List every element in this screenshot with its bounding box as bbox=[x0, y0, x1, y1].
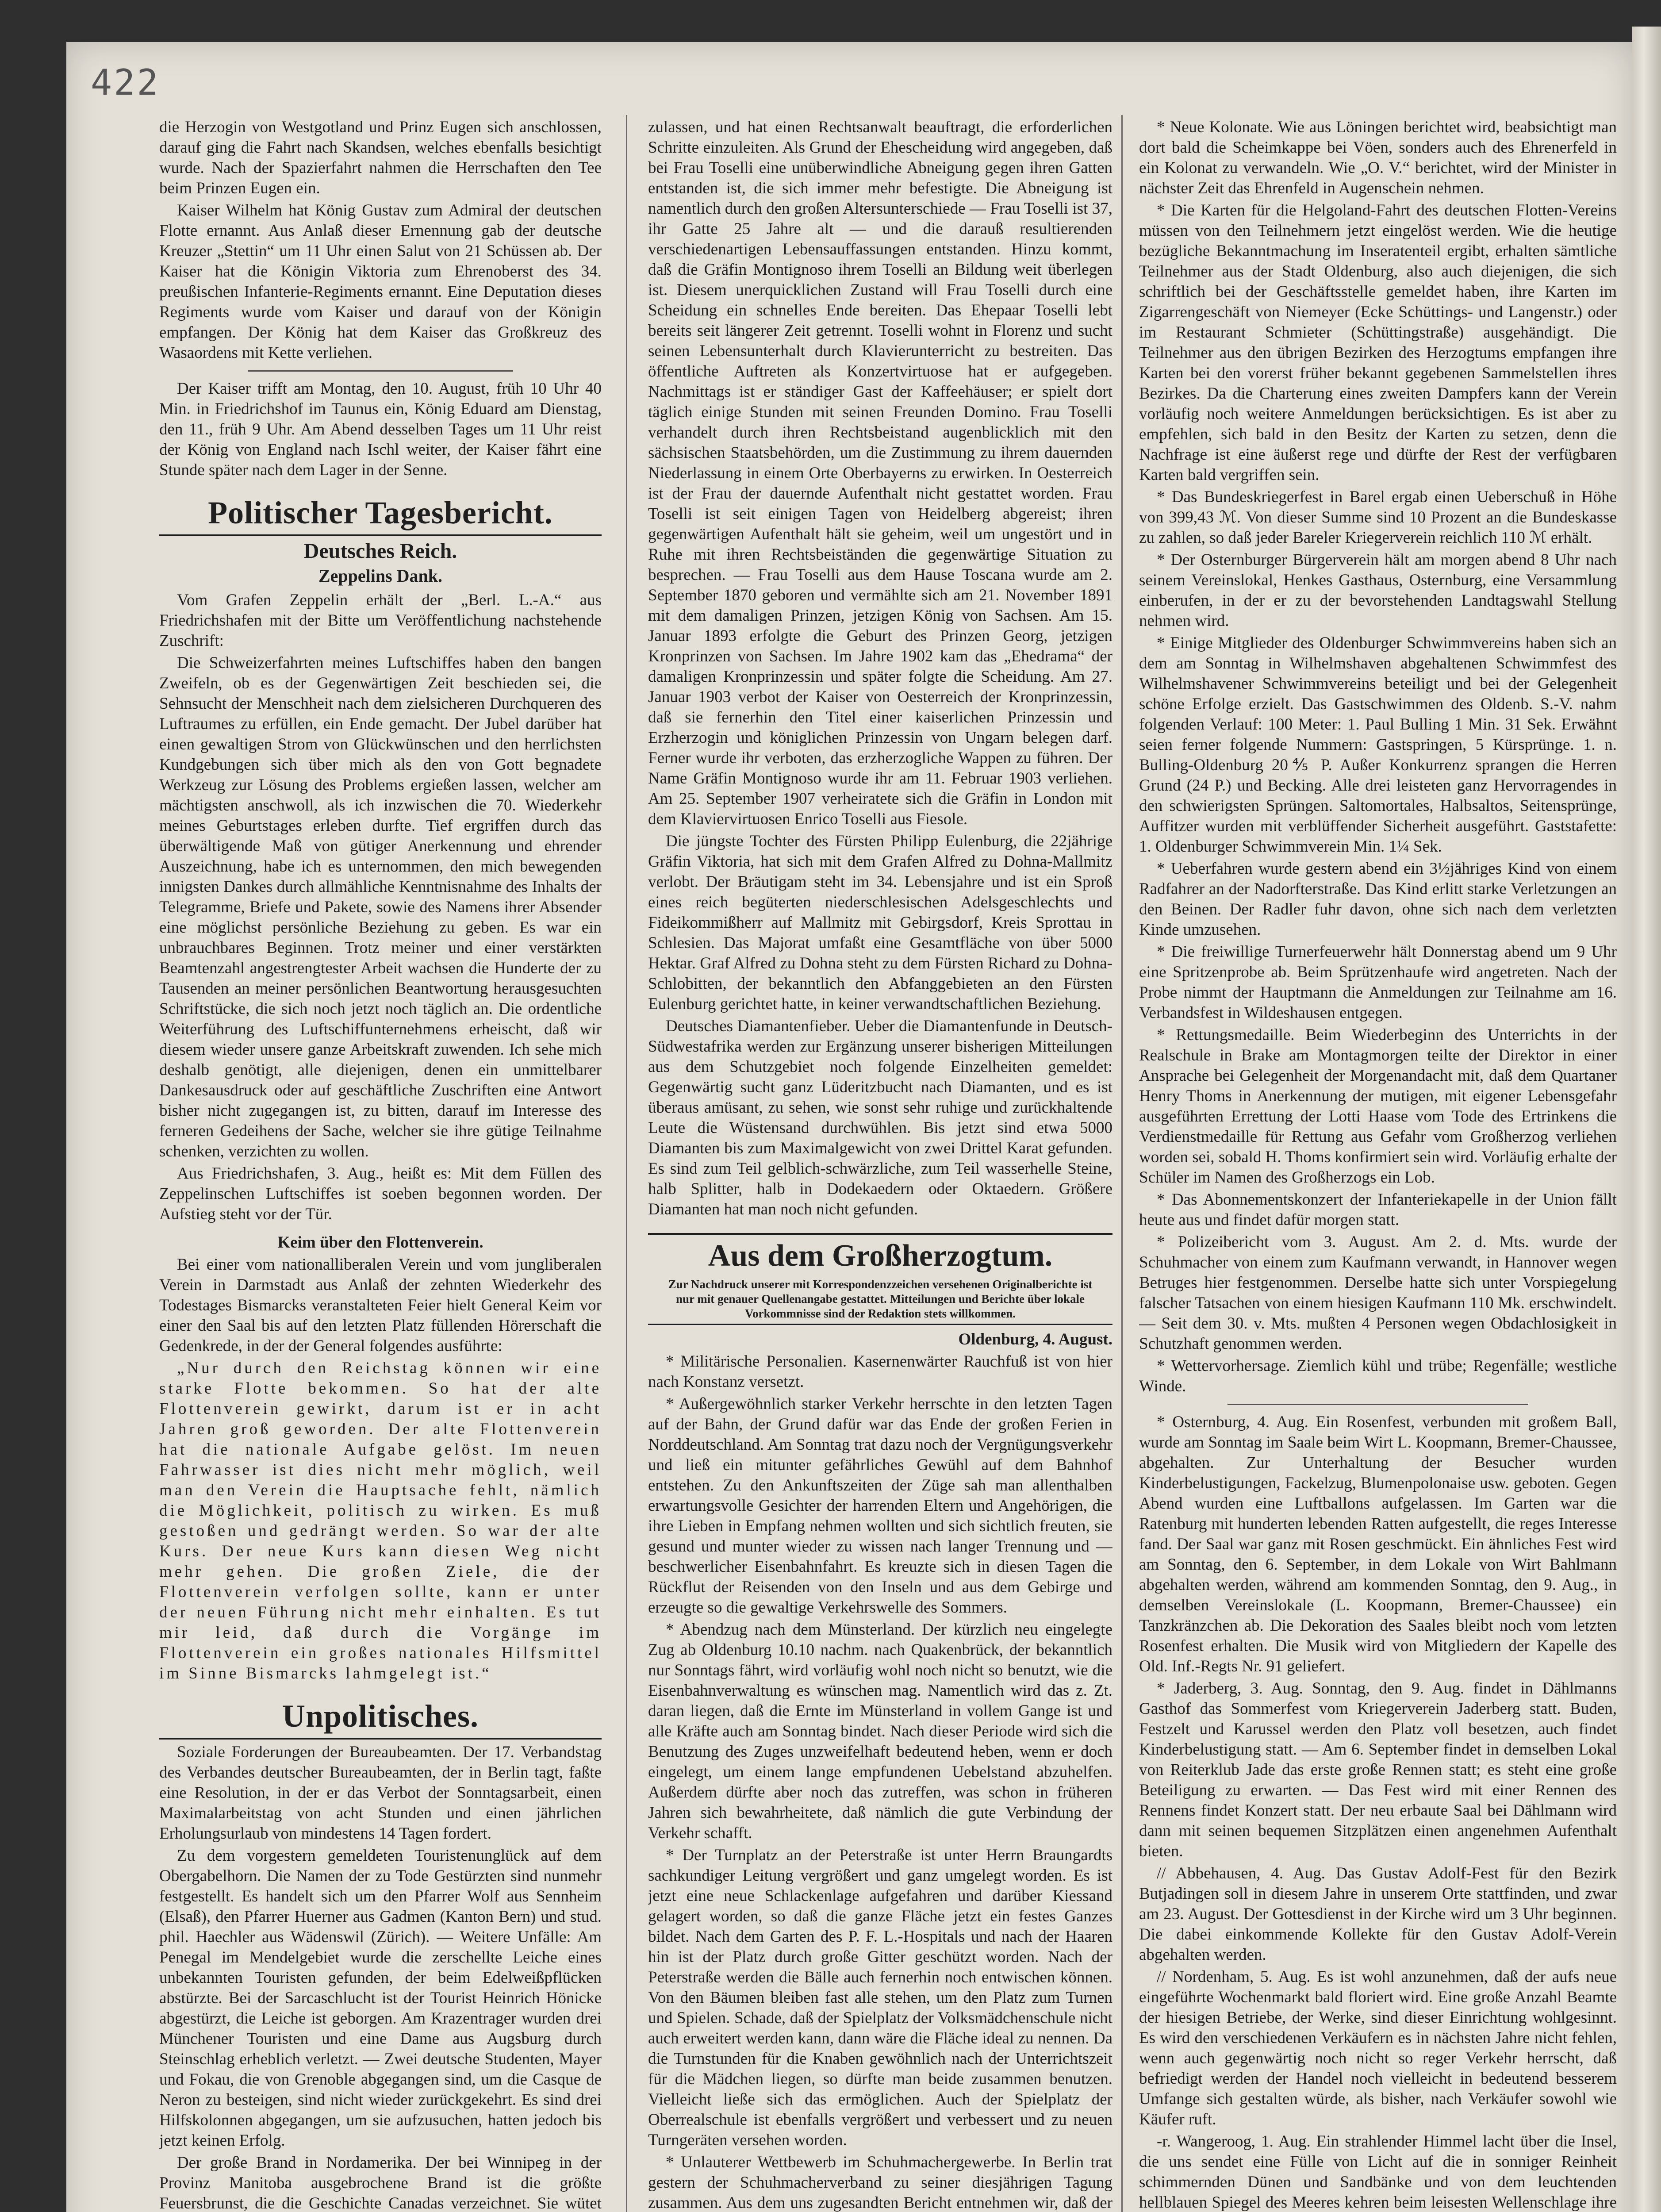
column-2 bbox=[648, 117, 1112, 2212]
dateline: Oldenburg, 4. August. bbox=[958, 1330, 1112, 1348]
column-rule-1 bbox=[626, 115, 627, 2212]
article-paragraph: * Wettervorhersage. Ziemlich kühl und trübe; Regenfälle; westliche Winde. bbox=[1139, 1357, 1617, 1395]
section-title-unpolitisches: Unpolitisches. bbox=[159, 1697, 602, 1740]
article-paragraph: * Rettungsmedaille. Beim Wiederbeginn des Unterrichts in der Realschule in Brake am Montagmorgen teilte der Direktor in einer Ansprache bei Gelegenheit der Morgenandacht mit, daß dem Quartaner Henry Thoms in Anerkennung der mutigen, mit eigener Lebensgefahr ausgeführten Errettung der Lotti Haase vom Tode des Ertrinkens die Verdienstmedaille für Rettung aus Gefahr vom Großherzog verliehen worden sei, sobald H. Thoms konfirmiert sein wird. Vorläufig erhalte der Schüler im Namen des Großherzogs ein Lob. bbox=[1139, 1026, 1617, 1187]
article-paragraph: * Das Abonnementskonzert der Infanteriekapelle in der Union fällt heute aus und findet dafür morgen statt. bbox=[1139, 1190, 1617, 1229]
next-page-edge bbox=[1632, 27, 1661, 2212]
article-paragraph: zulassen, und hat einen Rechtsanwalt beauftragt, die erforderlichen Schritte einzuleiten. Als Grund der Ehescheidung wird angegeben, daß bei Frau Toselli eine unüberwindliche Abneigung gegen ihren Gatten entstanden ist, die sich immer mehr befestigte. Die Abneigung ist namentlich durch den großen Altersunterschiede — Frau Toselli ist 37, ihr Gatte 25 Jahre alt — und die darauß resultierenden verschiedenartigen Lebensauffassungen entstanden. Hinzu kommt, daß die Gräfin Montignoso ihrem Toselli an Bildung weit überlegen ist. Diesem unerquicklichen Zustand will Frau Toselli durch eine Scheidung ein schnelles Ende bereiten. Das Ehepaar Toselli lebt bereits seit längerer Zeit getrennt. Toselli wohnt in Florenz und sucht seinen Lebensunterhalt durch Klavierunterricht zu bestreiten. Das öffentliche Auftreten als Konzertvirtuose hat er aufgegeben. Nachmittags ist er ständiger Gast der Kaffeehäuser; er spielt dort täglich einige Stunden mit seinen Freunden Domino. Frau Toselli verhandelt durch ihren Rechtsbeistand augenblicklich mit den sächsischen Staatsbehörden, um die Zustimmung zu ihrem dauernden Niederlassung in einem Orte Oberbayerns zu erwirken. In Oesterreich ist der Frau der dauernde Aufenthalt nicht gestattet worden. Frau Toselli ist seit einigen Tagen von Heidelberg abgereist; ihren gegenwärtigen Aufenthalt hält sie geheim, weil um ungestört und in Ruhe mit ihren Rechtsbeiständen die gegenwärtige Situation zu besprechen. — Frau Toselli aus dem Hause Toscana wurde am 2. September 1870 geboren und vermählte sich am 21. November 1891 mit dem damaligen Prinzen, jetzigen König von Sachsen. Am 15. Januar 1893 erfolgte die Geburt des Prinzen Georg, jetzigen Kronprinzen von Sachsen. Im Jahre 1902 kam das „Ehedrama“ der damaligen Kronprinzessin und später folgte die Scheidung. Am 27. Januar 1903 verbot der Kaiser von Oesterreich der Kronprinzessin, daß sie fernerhin den Titel einer kaiserlichen Prinzessin und Erzherzogin und königlichen Prinzessin von Ungarn belegen darf. Ferner wurde ihr verboten, das erzherzogliche Wappen zu führen. Der Name Gräfin Montignoso wurde ihr am 11. Februar 1903 verliehen. Am 25. September 1907 verheiratete sich die Gräfin in London mit dem Klaviervirtuosen Enrico Toselli aus Fiesole. bbox=[648, 118, 1112, 828]
reprint-notice: Zur Nachdruck unserer mit Korrespondenzzeichen versehenen Originalberichte ist nur mit genauer Quellenangabe gestattet. Mitteilungen und Berichte über lokale Vorkommnisse sind der Redaktion stets willkommen. bbox=[668, 1278, 1093, 1320]
article-paragraph: * Einige Mitglieder des Oldenburger Schwimmvereins haben sich an dem am Sonntag in Wilhelmshaven abgehaltenen Schwimmfest des Wilhelmshavener Schwimmvereins beteiligt und bei der Gelegenheit schöne Erfolge erzielt. Das Gastschwimmen des Oldenb. S.-V. nahm folgenden Verlauf: 100 Meter: 1. Paul Bulling 1 Min. 31 Sek. Erwähnt seien ferner folgende Nummern: Gastspringen, 5 Kürsprünge. 1. n. Bulling-Oldenburg 20⅘ P. Außer Konkurrenz sprangen die Herren Grund (24 P.) und Becking. Alle drei leisteten ganz Hervorragendes in den schwierigsten Sprüngen. Saltomortales, Halbsaltos, Seitensprünge, Auffitzer wurden mit verblüffender Sicherheit ausgeführt. Gaststafette: 1. Oldenburger Schwimmverein Min. 1¼ Sek. bbox=[1139, 634, 1617, 856]
page-number: 422 bbox=[91, 62, 160, 103]
article-paragraph: Zu dem vorgestern gemeldeten Touristenunglück auf dem Obergabelhorn. Die Namen der zu Tode Gestürzten sind nunmehr festgestellt. Es handelt sich um den Pfarrer Wolf aus Sennheim (Elsaß), den Pfarrer Huerner aus Gadmen (Kanton Bern) und stud. phil. Haechler aus Wädenswil (Zürich). — Weitere Unfälle: Am Penegal im Mendelgebiet wurde die zerschellte Leiche eines unbekannten Touristen gefunden, der beim Edelweißpflücken abstürzte. Bei der Sarcaschlucht ist der Tourist Heinrich Hönicke abgestürzt, die Leiche ist geborgen. Am Krazentrager wurden drei Münchener Touristen und eine Dame aus Augsburg durch Steinschlag erheblich verletzt. — Zwei deutsche Studenten, Mayer und Fokau, die von Grenoble abgegangen sind, um die Casque de Neron zu besteigen, sind nicht wieder zurückgekehrt. Es sind drei Hilfskolonnen abgegangen, um sie aufzusuchen, hatten jedoch bis jetzt keinen Erfolg. bbox=[159, 1847, 602, 2150]
article-paragraph: * Die Karten für die Helgoland-Fahrt des deutschen Flotten-Vereins müssen von den Teilnehmern jetzt eingelöst werden. Wie die heutige bezügliche Bekanntmachung im Inseratenteil ergibt, erhalten sämtliche Teilnehmer aus der Stadt Oldenburg, also auch diejenigen, die sich schriftlich bei der Geschäftsstelle gemeldet haben, ihre Karten im Zigarrengeschäft von Niemeyer (Ecke Schüttings- und Langenstr.) oder im Restaurant Schmieter (Schüttingstraße) ausgehändigt. Die Teilnehmer aus den übrigen Bezirken des Herzogtums empfangen ihre Karten bei den vorerst früher bekannt gegebenen Sammelstellen ihres Bezirkes. Da die Charterung eines zweiten Dampfers kann der Verein vorläufig noch weitere Anmeldungen berücksichtigen. Es ist aber zu empfehlen, sich bald in den Besitz der Karten zu setzen, denn die Nachfrage ist eine äußerst rege und dürfte der Rest der verfügbaren Karten bald vergriffen sein. bbox=[1139, 201, 1617, 484]
article-title-keim: Keim über den Flottenverein. bbox=[277, 1233, 483, 1252]
article-paragraph: * Das Bundeskriegerfest in Barel ergab einen Ueberschuß in Höhe von 399,43 ℳ. Von dieser Summe sind 10 Prozent an die Bundeskasse zu zahlen, so daß jeder Bareler Kriegerverein reichlich 110 ℳ erhält. bbox=[1139, 488, 1617, 547]
article-paragraph: * Neue Kolonate. Wie aus Löningen berichtet wird, beabsichtigt man dort bald die Scheimkappe bei Vöen, sonders auch des Ehrenerfeld in ein Kolonat zu verwandeln. Wie „O. V.“ berichtet, wird der Minister in nächster Zeit das Ehrenfeld in Augenschein nehmen. bbox=[1139, 118, 1617, 197]
article-paragraph: Deutsches Diamantenfieber. Ueber die Diamantenfunde in Deutsch-Südwestafrika werden zur Ergänzung unserer bisherigen Mitteilungen aus dem Schutzgebiet noch folgende Einzelheiten gemeldet: Gegenwärtig sucht ganz Lüderitzbucht nach Diamanten, und es ist überaus amüsant, zu sehen, wie sonst sehr ruhige und zurückhaltende Leute die Wüstensand durchwühlen. Bis jetzt sind etwa 5000 Diamanten bis zum Maximalgewicht von zwei Drittel Karat gefunden. Es sind zum Teil gelblich-schwärzliche, zum Teil wasserhelle Steine, halb Splitter, halb in Dodekaedern oder Oktaedern. Größere Diamanten hat man noch nicht gefunden. bbox=[648, 1017, 1112, 1218]
article-quote: „Nur durch den Reichstag können wir eine starke Flotte bekommen. So hat der alte Flottenverein gewirkt, darum ist er in acht Jahren groß geworden. Der alte Flottenverein hat die nationale Aufgabe gelöst. Im neuen Fahrwasser ist dies nicht mehr möglich, weil man den Verein die Hauptsache fehlt, nämlich die Möglichkeit, politisch zu wirken. Es muß gestoßen und gedrängt werden. So war der alte Kurs. Der neue Kurs kann diesen Weg nicht mehr gehen. Die großen Ziele, die der Flottenverein verfolgen sollte, kann er unter der neuen Führung nicht mehr einhalten. Es tut mir leid, daß durch die Vorgänge im Flottenverein ein großes nationales Hilfsmittel im Sinne Bismarcks lahmgelegt ist.“ bbox=[159, 1359, 602, 1682]
section-title-aus-dem-grossherzogtum: Aus dem Großherzogtum. bbox=[708, 1239, 1053, 1273]
article-paragraph: // Nordenham, 5. Aug. Es ist wohl anzunehmen, daß der aufs neue eingeführte Wochenmarkt bald floriert wird. Eine große Anzahl Beamte der hiesigen Betriebe, der Werke, sind dieser Einrichtung wohlgesinnt. Es wird den verschiedenen Verkäufern es in nächsten Jahre nicht fehlen, wenn auch gegenwärtig noch nicht so reger Verkehr herrscht, daß befriedigt werden der Handel noch vielleicht in bedeutend besserem Umfange sich gestalten würde, als bisher, nach Verkäufer sowohl wie Käufer ruft. bbox=[1139, 1968, 1617, 2128]
article-paragraph: * Militärische Personalien. Kasernenwärter Rauchfuß ist von hier nach Konstanz versetzt. bbox=[648, 1352, 1112, 1391]
article-paragraph: * Polizeibericht vom 3. August. Am 2. d. Mts. wurde der Schuhmacher von einem zum Kaufmann verwandt, in Hannover wegen Betruges hier festgenommen. Derselbe hatte sich unter Vorspiegelung falscher Tatsachen von einem hiesigen Kaufmann 110 Mk. erschwindelt. — Seit dem 30. v. Mts. mußten 4 Personen wegen Obdachlosigkeit in Schutzhaft genommen werden. bbox=[1139, 1233, 1617, 1353]
article-paragraph: Kaiser Wilhelm hat König Gustav zum Admiral der deutschen Flotte ernannt. Aus Anlaß dieser Ernennung gab der deutsche Kreuzer „Stettin“ um 11 Uhr einen Salut von 21 Schüssen ab. Der Kaiser hat die Königin Viktoria zum Ehrenoberst des 34. preußischen Infanterie-Regiments ernannt. Eine Deputation dieses Regiments wurde vom Kaiser und darauf von der Königin empfangen. Der König hat dem Kaiser das Großkreuz des Wasaordens mit Kette verliehen. bbox=[159, 201, 602, 362]
article-paragraph: * Der Turnplatz an der Peterstraße ist unter Herrn Braungardts sachkundiger Leitung vergrößert und ganz umgelegt worden. Es ist jetzt eine neue Schlackenlage aufgefahren und darüber Kiessand gelagert worden, so daß die ganze Fläche jetzt ein festes Ganzes bildet. Nach dem Garten des P. F. L.-Hospitals und nach der Haaren hin ist der Platz durch große Gitter geschützt worden. Nach der Peterstraße werden die Bälle auch fernerhin noch entwischen können. Von den Bäumen bleiben fast alle stehen, um den Platz zum Turnen und Spielen. Schade, daß der Spielplatz der Volksmädchenschule nicht auch erweitert werden kann, dann wäre die Fläche ideal zu nennen. Da die Turnstunden für die Knaben gewöhnlich nach der Unterrichtszeit für die Mädchen liegen, so dürfte man beide zusammen benutzen. Vielleicht ließe sich das ermöglichen. Auch der Spielplatz der Oberrealschule ist ebenfalls vergrößert und verbessert und zu neuen Turngeräten versehen worden. bbox=[648, 1846, 1112, 2149]
article-paragraph: -r. Wangeroog, 1. Aug. Ein strahlender Himmel lacht über die Insel, die uns sendet eine Fülle von Licht auf die in sonniger Reinheit schimmernden Dünen und Sandbänke und von dem leuchtenden hellblauen Spiegel des Meeres kehren beim leisesten Wellenschlage ihre bbox=[1139, 2132, 1617, 2212]
subsection-title-deutsches-reich: Deutsches Reich. bbox=[303, 539, 457, 563]
article-paragraph: // Abbehausen, 4. Aug. Das Gustav Adolf-Fest für den Bezirk Butjadingen soll in diesem Jahre in unserem Orte stattfinden, und zwar am 23. August. Der Gottesdienst in der Kirche wird um 3 Uhr beginnen. Die dabei einkommende Kollekte für den Gustav Adolf-Verein abgehalten werden. bbox=[1139, 1864, 1617, 1964]
article-paragraph: * Ueberfahren wurde gestern abend ein 3½jähriges Kind von einem Radfahrer an der Nadorfterstraße. Das Kind erlitt starke Verletzungen an den Beinen. Der Radler fuhr davon, ohne sich nach dem verletzten Kinde umzusehen. bbox=[1139, 860, 1617, 939]
section-title-politischer-tagesbericht: Politischer Tagesbericht. bbox=[159, 494, 602, 536]
article-paragraph: * Außergewöhnlich starker Verkehr herrschte in den letzten Tagen auf der Bahn, der Grund dafür war das Ende der großen Ferien in Norddeutschland. Am Sonntag trat dazu noch der Vergnügungsverkehr und ließ ein mitunter gefährliches Gewühl auf dem Bahnhof entstehen. Zu den Ankunftszeiten der Züge sah man allenthalben erwartungsvolle Gesichter der harrenden Eltern und Angehörigen, die ihre Lieben in Empfang nehmen wollten und sich sichtlich freuten, sie gesund und munter wieder zu wissen nach langer Trennung und — beschwerlicher Eisenbahnfahrt. Es kreuzte sich in diesen Tagen die Rückflut der Reisenden von den Inseln und aus dem Gebirge und erzeugte so die gewaltige Verkehrswelle des Sommers. bbox=[648, 1395, 1112, 1617]
article-paragraph: Die jüngste Tochter des Fürsten Philipp Eulenburg, die 22jährige Gräfin Viktoria, hat sich mit dem Grafen Alfred zu Dohna-Mallmitz verlobt. Der Bräutigam steht im 34. Lebensjahre und ist ein Sproß eines reich begüterten niederschlesischen Adelsgeschlechts und Fideikommißherr auf Mallmitz mit Gebirgsdorf, Kreis Sprottau in Schlesien. Das Majorat umfaßt eine Gesamtfläche von über 5000 Hektar. Graf Alfred zu Dohna steht zu dem Fürsten Richard zu Dohna-Schlobitten, der bekanntlich den Abfanggebieten an den Fürsten Eulenburg gerichtet hatte, in keiner verwandtschaftlichen Beziehung. bbox=[648, 832, 1112, 1013]
article-paragraph: * Unlauterer Wettbewerb im Schuhmachergewerbe. In Berlin trat gestern der Schuhmacherverband zu seiner diesjährigen Tagung zusammen. Aus dem uns zugesandten Bericht entnehmen wir, daß der bbox=[648, 2153, 1112, 2212]
article-paragraph: * Jaderberg, 3. Aug. Sonntag, den 9. Aug. findet in Dählmanns Gasthof das Sommerfest vom Kriegerverein Jaderberg statt. Buden, Festzelt und Karussel werden den Platz voll besetzen, auch findet Kinderbelustigung statt. — Am 6. September findet in demselben Lokal von Reiterklub Jade das erste große Rennen statt; es steht eine große Beteiligung zu erwarten. — Das Fest wird mit einer Rennen des Rennens findet Konzert statt. Der neu erbaute Saal bei Dählmann wird dann mit seinen bequemen Sitzplätzen einen angenehmen Aufenthalt bieten. bbox=[1139, 1679, 1617, 1860]
article-paragraph: * Die freiwillige Turnerfeuerwehr hält Donnerstag abend um 9 Uhr eine Spritzenprobe ab. Beim Sprützenhaufe wird angetreten. Nach der Probe nimmt der Hauptmann die Anmeldungen zur Teilnahme am 16. Verbandsfest in Wildeshausen entgegen. bbox=[1139, 943, 1617, 1022]
article-paragraph: Soziale Forderungen der Bureaubeamten. Der 17. Verbandstag des Verbandes deutscher Bureaubeamten, der in Berlin tagt, faßte eine Resolution, in der er das Verbot der Sonntagsarbeit, einen Maximalarbeitstag von acht Stunden und einen jährlichen Erholungsurlaub von mindestens 14 Tagen fordert. bbox=[159, 1743, 602, 1843]
article-paragraph: * Der Osternburger Bürgerverein hält am morgen abend 8 Uhr nach seinem Vereinslokal, Henkes Gasthaus, Osternburg, eine Versammlung einberufen, in der er zu der bevorstehenden Landtagswahl Stellung nehmen wird. bbox=[1139, 551, 1617, 630]
divider bbox=[248, 370, 513, 372]
article-paragraph: Aus Friedrichshafen, 3. Aug., heißt es: Mit dem Füllen des Zeppelinschen Luftschiffes ist soeben begonnen worden. Der Aufstieg steht vor der Tür. bbox=[159, 1164, 602, 1223]
article-paragraph: Die Schweizerfahrten meines Luftschiffes haben den bangen Zweifeln, ob es der Gegenwärtigen Zeit beschieden sei, die Sehnsucht der Menschheit nach dem zielsicheren Durchqueren des Luftraumes zu erfüllen, ein Ende gemacht. Der Jubel darüber hat einen gewaltigen Strom von Glückwünschen und den herrlichsten Kundgebungen sich über mich als den von Gott begnadete Werkzeug zur Lösung des Problems ergießen lassen, welcher am mächtigsten anschwoll, als ich inzwischen die 70. Wiederkehr meines Geburtstages erleben durfte. Tief ergriffen durch das überwältigende Maß von gütiger Anerkennung und ehrender Auszeichnung, habe ich es unternommen, den mich bewegenden innigsten Dankes durch allmähliche Kenntnisnahme des Inhalts der Telegramme, Briefe und Pakete, sowie des Namens ihrer Absender eine möglichst persönliche Beziehung zu geben. Es war ein unbrauchbares Beginnen. Trotz meiner und einer verstärkten Beamtenzahl angestrengtester Arbeit wachsen die Hunderte der zu Tausenden an meiner persönlichen Beantwortung herausgesuchten Schriftstücke, die sich noch jetzt noch täglich an. Die ordentliche Weiterführung des Luftschiffunternehmens erheischt, daß wir diesem wieder unsere ganze Arbeitskraft zuwenden. Ich sehe mich deshalb genötigt, alle diejenigen, denen ein unmittelbarer Dankesausdruck oder auf geschäftliche Zuschriften eine Antwort bisher nicht zugegangen ist, zu bitten, darauf im Interesse des ferneren Gedeihens der Sache, welcher sie ihre gütige Teilnahme schenken, verzichten zu wollen. bbox=[159, 654, 602, 1160]
column-3 bbox=[1139, 117, 1617, 2212]
article-paragraph: Bei einer vom nationalliberalen Verein und vom jungliberalen Verein in Darmstadt aus Anlaß der zehnten Wiederkehr des Todestages Bismarcks veranstalteten Feier hielt General Keim vor einer den Saal bis auf den letzten Platz füllenden Hörerschaft die Gedenkrede, in der der General folgendes ausführte: bbox=[159, 1256, 602, 1355]
section-header-grossherzogtum bbox=[648, 1233, 1112, 1325]
article-title-zeppelins-dank: Zeppelins Dank. bbox=[318, 566, 443, 586]
article-paragraph: Vom Grafen Zeppelin erhält der „Berl. L.-A.“ aus Friedrichshafen mit der Bitte um Veröffentlichung nachstehende Zuschrift: bbox=[159, 591, 602, 650]
column-rule-2 bbox=[1121, 115, 1123, 2212]
article-paragraph: die Herzogin von Westgotland und Prinz Eugen sich anschlossen, darauf ging die Fahrt nach Skandsen, welches ebenfalls besichtigt wurde. Nach der Spazierfahrt nahmen die Herrschaften den Tee beim Prinzen Eugen ein. bbox=[159, 118, 602, 197]
article-paragraph: * Osternburg, 4. Aug. Ein Rosenfest, verbunden mit großem Ball, wurde am Sonntag im Saale beim Wirt L. Koopmann, Bremer-Chaussee, abgehalten. Zur Unterhaltung der Besucher wurden Kinderbelustigungen, Fackelzug, Blumenpolonaise usw. geboten. Gegen Abend wurden eine Luftballons aufgelassen. Im Garten war die Ratenburg mit hunderten lebenden Ratten aufgestellt, die reges Interesse fand. Der Saal war ganz mit Rosen geschmückt. Ein ähnliches Fest wird am Sonntag, den 6. September, in dem Lokale von Wirt Bahlmann abgehalten werden, während am kommenden Sonntag, den 9. Aug., in demselben Vereinslokale (L. Koopmann, Bremer-Chaussee) ein Tanzkränzchen ab. Die Dekoration des Saales bleibt noch vom letzten Rosenfest erhalten. Die Musik wird von Mitgliedern der Kapelle des Old. Inf.-Regts Nr. 91 geliefert. bbox=[1139, 1413, 1617, 1675]
column-1 bbox=[159, 117, 602, 2212]
article-paragraph: Der Kaiser trifft am Montag, den 10. August, früh 10 Uhr 40 Min. in Friedrichshof im Taunus ein, König Eduard am Dienstag, den 11., früh 9 Uhr. Am Abend desselben Tages um 11 Uhr reist der König von England nach Ischl weiter, der Kaiser fährt eine Stunde später nach dem Lager in der Senne. bbox=[159, 380, 602, 479]
article-paragraph: Der große Brand in Nordamerika. Der bei Winnipeg in der Provinz Manitoba ausgebrochene Brand ist die größte Feuersbrunst, die die Geschichte Canadas verzeichnet. Sie wütet bbox=[159, 2154, 602, 2212]
article-paragraph: * Abendzug nach dem Münsterland. Der kürzlich neu eingelegte Zug ab Oldenburg 10.10 nachm. nach Quakenbrück, der bekanntlich nur Sonntags fährt, wird vorläufig wohl noch nicht so benutzt, wie die Eisenbahnverwaltung es wünschen mag. Namentlich wird das z. Zt. daran liegen, daß die Ernte im Münsterland in vollem Gange ist und alle Kräfte auch am Sonntag bindet. Nach dieser Periode wird sich die Benutzung des Zuges unzweifelhaft bedeutend heben, wenn er doch eingelegt, um einem lange empfundenen Uebelstand abzuhelfen. Außerdem dürfte aber noch das zutreffen, was schon in früheren Jahren sich bewahrheitete, daß nämlich die gute Verbindung der Verkehr schafft. bbox=[648, 1621, 1112, 1842]
divider bbox=[1228, 1404, 1528, 1405]
